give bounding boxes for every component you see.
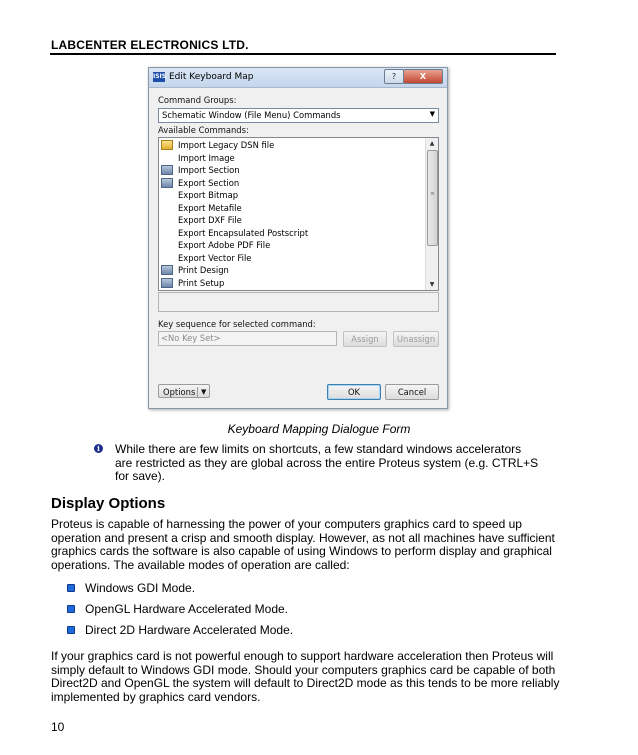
command-label: Import Image bbox=[178, 152, 235, 163]
scrollbar-thumb[interactable] bbox=[427, 150, 438, 246]
folder-open-icon bbox=[161, 140, 173, 150]
options-label: Options bbox=[163, 387, 196, 397]
export-section-icon bbox=[161, 178, 173, 188]
cancel-button[interactable]: Cancel bbox=[385, 384, 439, 400]
intro-paragraph: Proteus is capable of harnessing the power of your computers graphics card to speed up operation and present a crisp and smooth display. However, as not all machines have sufficient graphics cards the software is also capable of using Windows to perform display and graphical operations. The available modes of operation are called: bbox=[51, 517, 555, 572]
assign-button[interactable]: Assign bbox=[343, 331, 387, 347]
info-icon: i bbox=[94, 444, 103, 453]
options-divider bbox=[197, 387, 198, 397]
command-label: Export DXF File bbox=[178, 215, 242, 225]
command-description-box bbox=[158, 292, 439, 312]
list-item: Windows GDI Mode. bbox=[85, 581, 196, 595]
page-number: 10 bbox=[51, 720, 65, 734]
list-item: Direct 2D Hardware Accelerated Mode. bbox=[85, 623, 294, 637]
company-name: LABCENTER ELECTRONICS LTD. bbox=[51, 38, 249, 52]
header-divider bbox=[50, 53, 556, 55]
available-commands-label: Available Commands: bbox=[158, 125, 249, 135]
import-section-icon bbox=[161, 165, 173, 175]
command-label: Print Design bbox=[178, 265, 229, 275]
command-groups-value: Schematic Window (File Menu) Commands bbox=[162, 110, 341, 120]
scroll-up-icon[interactable]: ▲ bbox=[429, 140, 435, 147]
key-sequence-label: Key sequence for selected command: bbox=[158, 319, 316, 329]
section-heading: Display Options bbox=[51, 495, 166, 512]
command-label: Export Metafile bbox=[178, 202, 242, 213]
command-label: Import Section bbox=[178, 165, 240, 175]
options-button[interactable] bbox=[158, 384, 210, 398]
bullet-square-icon bbox=[67, 584, 75, 592]
closing-paragraph: If your graphics card is not powerful enough to support hardware acceleration then Proteus will simply default to Windows GDI mode. Should your computers graphics card be capable of both Direct2D and OpenGL the system will default to Direct2D mode as this tends to be more reliably implemented by graphics card vendors. bbox=[51, 649, 560, 704]
key-sequence-value: <No Key Set> bbox=[161, 333, 221, 343]
close-button[interactable]: X bbox=[403, 69, 443, 84]
app-icon: ISIS bbox=[153, 73, 167, 80]
available-commands-list[interactable] bbox=[158, 137, 439, 291]
unassign-button[interactable]: Unassign bbox=[393, 331, 439, 347]
command-groups-label: Command Groups: bbox=[158, 95, 237, 105]
bullet-square-icon bbox=[67, 626, 75, 634]
command-label: Export Section bbox=[178, 177, 240, 188]
chevron-down-icon: ▼ bbox=[429, 110, 435, 118]
dropdown-arrow-icon: ▼ bbox=[201, 388, 207, 396]
command-label: Export Encapsulated Postscript bbox=[178, 227, 309, 238]
figure-caption: Keyboard Mapping Dialogue Form bbox=[227, 422, 411, 436]
edit-keyboard-map-dialog bbox=[148, 67, 448, 409]
commands-scrollbar[interactable] bbox=[425, 138, 438, 290]
dialog-titlebar[interactable] bbox=[149, 68, 447, 88]
command-label: Import Legacy DSN file bbox=[178, 140, 275, 150]
command-label: Export Adobe PDF File bbox=[178, 240, 271, 250]
command-label: Print Setup bbox=[178, 277, 225, 288]
command-label: Export Bitmap bbox=[178, 190, 239, 200]
command-groups-select[interactable] bbox=[158, 108, 439, 123]
list-item: OpenGL Hardware Accelerated Mode. bbox=[85, 602, 288, 616]
scroll-down-icon[interactable]: ▼ bbox=[429, 281, 435, 288]
ok-button[interactable]: OK bbox=[327, 384, 381, 400]
info-note: While there are few limits on shortcuts, a few standard windows accelerators are restricted as they are global across the entire Proteus system (e.g. CTRL+S for save). bbox=[115, 442, 539, 483]
help-button[interactable]: ? bbox=[384, 69, 404, 84]
key-sequence-field[interactable] bbox=[158, 331, 337, 346]
print-setup-icon bbox=[161, 278, 173, 288]
printer-icon bbox=[161, 265, 173, 275]
command-label: Export Vector File bbox=[178, 252, 252, 263]
grip-icon: ≡ bbox=[430, 191, 435, 197]
dialog-title: Edit Keyboard Map bbox=[169, 72, 254, 82]
bullet-square-icon bbox=[67, 605, 75, 613]
